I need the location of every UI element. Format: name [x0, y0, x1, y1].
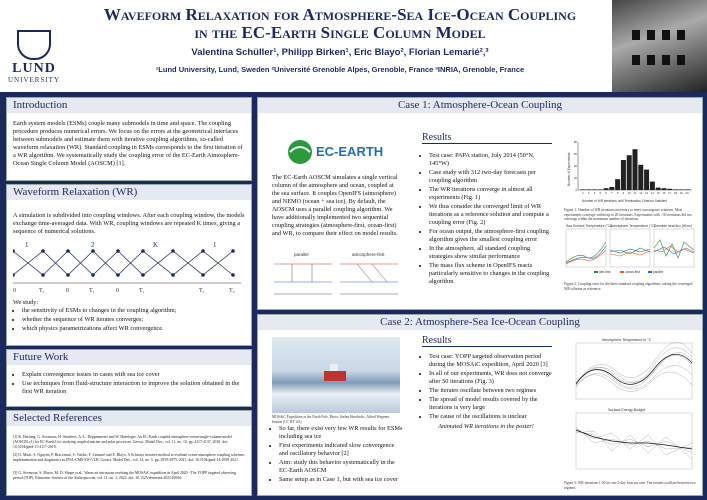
histogram-bar [667, 189, 672, 190]
case2-result: • In all of our experiments, WR does not converge after 50 iterations (Fig. 3) [429, 370, 552, 386]
histogram-y-tick: 20 [573, 176, 577, 180]
animated-note: Animated WR iterations in the poster! [438, 423, 534, 430]
histogram-bar [644, 170, 649, 190]
wr-axis-7: T₂ [229, 288, 235, 294]
case1-results-list [420, 152, 552, 287]
fig2-panel-title: Sensible heat flux (W/m²) [654, 224, 693, 228]
case2-result: • The cause of the oscillations is unclear [429, 413, 552, 421]
case2-item: • Same setup as in Case 1, but with sea ice cover [279, 476, 404, 484]
case1-results-title: Results [422, 132, 552, 144]
histogram-tick-label: 14 [650, 191, 654, 195]
case2-results-title: Results [422, 335, 552, 347]
wr-axis-1: T₁ [39, 288, 45, 294]
poster-title-line2: in the EC-Earth Single Column Model [194, 23, 486, 42]
building-photo [612, 0, 707, 92]
mosaic-photo [272, 337, 400, 413]
histogram-tick-label: 6 [605, 191, 607, 195]
affiliations: ¹Lund University, Lund, Sweden ²Université Grenoble Alpes, Grenoble, France ³INRIA, Grenoble, France [155, 65, 525, 74]
wr-axis-4: 0 [116, 288, 119, 294]
future-title: Future Work [13, 351, 69, 363]
wr-box [6, 184, 252, 346]
histogram-tick-label: 13 [645, 191, 649, 195]
fig1-ylabel: Number of Experiments [567, 152, 571, 186]
histogram-tick-label: 5 [599, 191, 602, 195]
coupling-diagram [272, 250, 402, 300]
case2-item: • First experiments indicated slow convergence and oscillatory behavior [2] [279, 442, 404, 458]
wr-axis-2: 0 [66, 288, 69, 294]
histogram-bar [592, 189, 597, 190]
poster-title-line1: Waveform Relaxation for Atmosphere-Sea Ice-Ocean Coupling [103, 5, 577, 24]
case1-title: Case 1: Atmosphere-Ocean Coupling [397, 99, 563, 111]
case1-result: • We thus consider the converged limit of WR iterations as a reference solution and compute a coupling error (Fig. 2) [429, 203, 552, 227]
histogram-bar [638, 165, 643, 190]
wr-title: Waveform Relaxation (WR) [13, 186, 138, 198]
fig2-caption: Figure 2: Coupling error for the three standard coupling algorithms; taking the converged WR solution as reference. [564, 282, 693, 291]
case2-item: • Aim: study this behavior systematically in the EC-Earth AOSCM [279, 459, 404, 475]
histogram-bar [604, 188, 609, 190]
case1-result: • The WR iterations converge in almost all experiments (Fig. 1) [429, 186, 552, 202]
wr-study [13, 299, 245, 334]
lund-logo [8, 30, 60, 84]
future-item: • Use techniques from fluid-structure interaction to improve the solution obtained in the first WR iteration [22, 380, 245, 396]
histogram-tick-label: 7 [611, 191, 613, 195]
photo-caption: MOSAiC Expedition at the North Pole, Photo: Stefan Hendricks, Alfred Wegener Institut (CC BY 4.0) [272, 415, 390, 424]
diag-label-atm: atmosphere-first [352, 252, 385, 257]
histogram-bar [586, 189, 591, 190]
histogram-y-tick: 80 [573, 140, 577, 144]
wr-label-1b: 1 [213, 241, 217, 249]
histogram-bar [661, 188, 666, 190]
ref-item: [2] O. Marti, S. Nguyen, P. Braconnot, S. Valcke, F. Lemarié and E. Blayo, A Schwarz iterative method to evaluate ocean-atmosphere coupling schemes: implementation and diagnostics in IPSL-CM6-SW-VLR. Geosci. Model Dev., vol. 14, no. 5, pp. 2959-2975, 2021. doi: 10.5194/gmd-14-2959-2021. [13, 453, 245, 462]
histogram-bar [598, 189, 603, 190]
histogram-bar [580, 189, 585, 190]
ref-item: [1] K. Hartung, G. Svensson, H. Struthers, A.-L. Deppenmeier and W. Hazeleger, An EC-Earth coupled atmosphere-ocean single-column model (AOSCM.v1) for EC-Earth3 for studying coupled marine and polar processes. Geosci. Model Dev., vol. 11, no. 10, pp. 4117-4137, 2018. doi: 10.5194/gmd-11-4117-2018. [13, 435, 232, 449]
histogram-tick-label: 2 [582, 191, 584, 195]
wr-diagram [13, 239, 245, 295]
fig2-panel-title: Atmosphere Temperature (°C) [610, 224, 656, 228]
ec-earth-globe-icon [286, 138, 314, 166]
case2-title: Case 2: Atmosphere-Sea Ice-Ocean Coupling [380, 316, 580, 328]
wr-label-2: 2 [91, 241, 95, 249]
poster-header [0, 0, 707, 92]
histogram-tick-label: 12 [639, 191, 643, 195]
fig3-title1: Atmosphere Temperature in °C [602, 338, 652, 342]
case2-result: • Test case: YOPP targeted observation period during the MOSAiC expedition, April 2020 [3] [429, 353, 552, 369]
case1-result: • Test case: PAPA station, July 2014 (50°N, 145°W) [429, 152, 552, 168]
wr-study-label: We study: [13, 299, 39, 306]
wr-label-1: 1 [25, 241, 29, 249]
histogram-bar [679, 189, 684, 190]
fig3-title2: Surface Energy Budget [608, 408, 646, 412]
case2-result: • The iterates oscillate between two regimes [429, 387, 552, 395]
fig2-legend: atm-first [599, 270, 611, 274]
histogram-bar [685, 189, 690, 190]
histogram-bar [609, 187, 614, 190]
fig1-histogram [564, 138, 696, 206]
wr-study-item: • the sensitivity of ESMs to changes in the coupling algorithm; [22, 307, 245, 315]
histogram-y-tick: 40 [573, 164, 577, 168]
wr-text: A simulation is subdivided into coupling windows. After each coupling window, the models exchange time-averaged data. With WR, coupling windows are repeated K times, giving a sequence of numerical solutions. [13, 212, 245, 235]
logo-sub: UNIVERSITY [8, 76, 60, 84]
histogram-tick-label: 11 [633, 191, 637, 195]
histogram-bar [627, 155, 632, 190]
histogram-bar [633, 149, 638, 190]
histogram-bar [673, 189, 678, 190]
intro-box [6, 97, 252, 181]
case1-result: • For ocean output, the atmosphere-first coupling algorithm gives the smallest coupling error [429, 228, 552, 244]
future-item: • Explain convergence issues in cases with sea ice cover [22, 371, 245, 379]
histogram-tick-label: 20 [685, 191, 689, 195]
fig1-xlabel: Number of WR iterations until Termination Criterion Satisfied [582, 199, 667, 203]
case1-result: • The mass flux scheme in OpenIFS reacts particularly sensitive to changes in the coupling algorithm [429, 262, 552, 286]
wr-study-item: • whether the sequence of WR iterates converges; [22, 316, 245, 324]
wr-label-k: K [153, 241, 159, 249]
logo-word: LUND [12, 61, 56, 76]
wr-axis-0: 0 [13, 288, 16, 294]
fig3-caption: Figure 3: WR iterations 1-50 for one 2-day forecast case. The iterates oscillate between two regimes. [564, 481, 696, 490]
wr-study-item: • which physics parametrizations affect WR convergence. [22, 325, 245, 333]
ref-item: [3] G. Svensson, S. Murto, M. D. Shupe et al., Warm air intrusions reaching the MOSAiC expedition in April 2020 - The YOPP targeted observing period (TOP). Elementa: Science of the Anthropocene, vol. 11, no. 1, 2023. doi: 10.1525/elementa.2023.00016. [13, 471, 236, 480]
case1-box [257, 97, 703, 310]
histogram-tick-label: 8 [616, 191, 619, 195]
histogram-bar [621, 160, 626, 190]
histogram-tick-label: 4 [593, 191, 596, 195]
future-list [13, 371, 245, 397]
histogram-tick-label: 17 [668, 191, 672, 195]
wr-axis-6: T₁ [199, 288, 205, 294]
intro-text: Earth system models (ESMs) couple many submodels in time and space. The coupling procedure produces numerical errors. We focus on the errors at the geometrical interfaces between submodels and estimate them with iterative coupling algorithms, so-called waveform relaxation (WR). Standard coupling in ESMs corresponds to the first iteration of a WR algorithm. We systematically study the coupling error of the EC-Earth Atmosphere-Ocean Single Column Model (AOSCM) [1]. [13, 120, 243, 167]
histogram-y-tick: 0 [575, 188, 577, 192]
case1-desc: The EC-Earth AOSCM simulates a single vertical column of the atmosphere and ocean, coupled at the sea surface. It couples OpenIFS (atmosphere) and NEMO (ocean + sea ice). By default, the AOSCM uses a parallel coupling algorithm. We have additionally implemented two sequential coupling strategies (atmosphere-first, ocean-first) and WR, to compare their effect on model results. [272, 174, 398, 237]
fig2-legend: parallel [653, 270, 664, 274]
refs-box [6, 410, 252, 496]
case2-item: • So far, there exist very few WR results for ESMs including sea ice [279, 425, 404, 441]
refs-title: Selected References [13, 412, 102, 424]
fig1-caption: Figure 1: Number of WR iterations necessary to meet convergence criterion. Most experiments converge within up to 20 iterations. Experiments with >30 iterations did not converge within the maximum number of iterations. [564, 208, 692, 221]
case2-box [257, 314, 703, 496]
ec-earth-logo-text: EC-EARTH [316, 144, 384, 159]
case2-results-list [420, 353, 552, 431]
ship-icon [324, 371, 346, 381]
histogram-tick-label: 9 [622, 191, 625, 195]
future-box [6, 349, 252, 407]
ec-earth-logo [286, 138, 386, 166]
diag-label-parallel: parallel [294, 252, 309, 257]
histogram-tick-label: 15 [656, 191, 660, 195]
fig3-iterations [564, 335, 696, 479]
authors: Valentina Schüller¹, Philipp Birken¹, Eric Blayo², Florian Lemarié²,³ [191, 47, 489, 58]
case1-result: • Case study with 312 two-day forecasts per coupling algorithm [429, 169, 552, 185]
histogram-tick-label: 3 [587, 191, 590, 195]
histogram-bar [650, 182, 655, 190]
histogram-tick-label: 19 [679, 191, 683, 195]
histogram-bar [656, 188, 661, 190]
histogram-tick-label: 18 [673, 191, 678, 195]
fig2-panel-title: Sea Surface Temperature (°C) [566, 224, 612, 228]
case1-result: • In the atmosphere, all standard coupling strategies show similar performance [429, 245, 552, 261]
intro-title: Introduction [13, 99, 68, 111]
lund-crest-icon [17, 30, 51, 60]
histogram-bar [615, 179, 620, 190]
case2-intro-list [270, 425, 404, 485]
fig2-error-plots [564, 222, 696, 280]
wr-axis-3: T₁ [89, 288, 95, 294]
wr-axis-5: T₁ [139, 288, 145, 294]
case2-result: • The spread of model results covered by the iterations is very large [429, 396, 552, 412]
fig2-legend: ocean-first [625, 270, 640, 274]
histogram-tick-label: 16 [662, 191, 666, 195]
histogram-y-tick: 60 [573, 152, 577, 156]
histogram-tick-label: 10 [627, 191, 631, 195]
